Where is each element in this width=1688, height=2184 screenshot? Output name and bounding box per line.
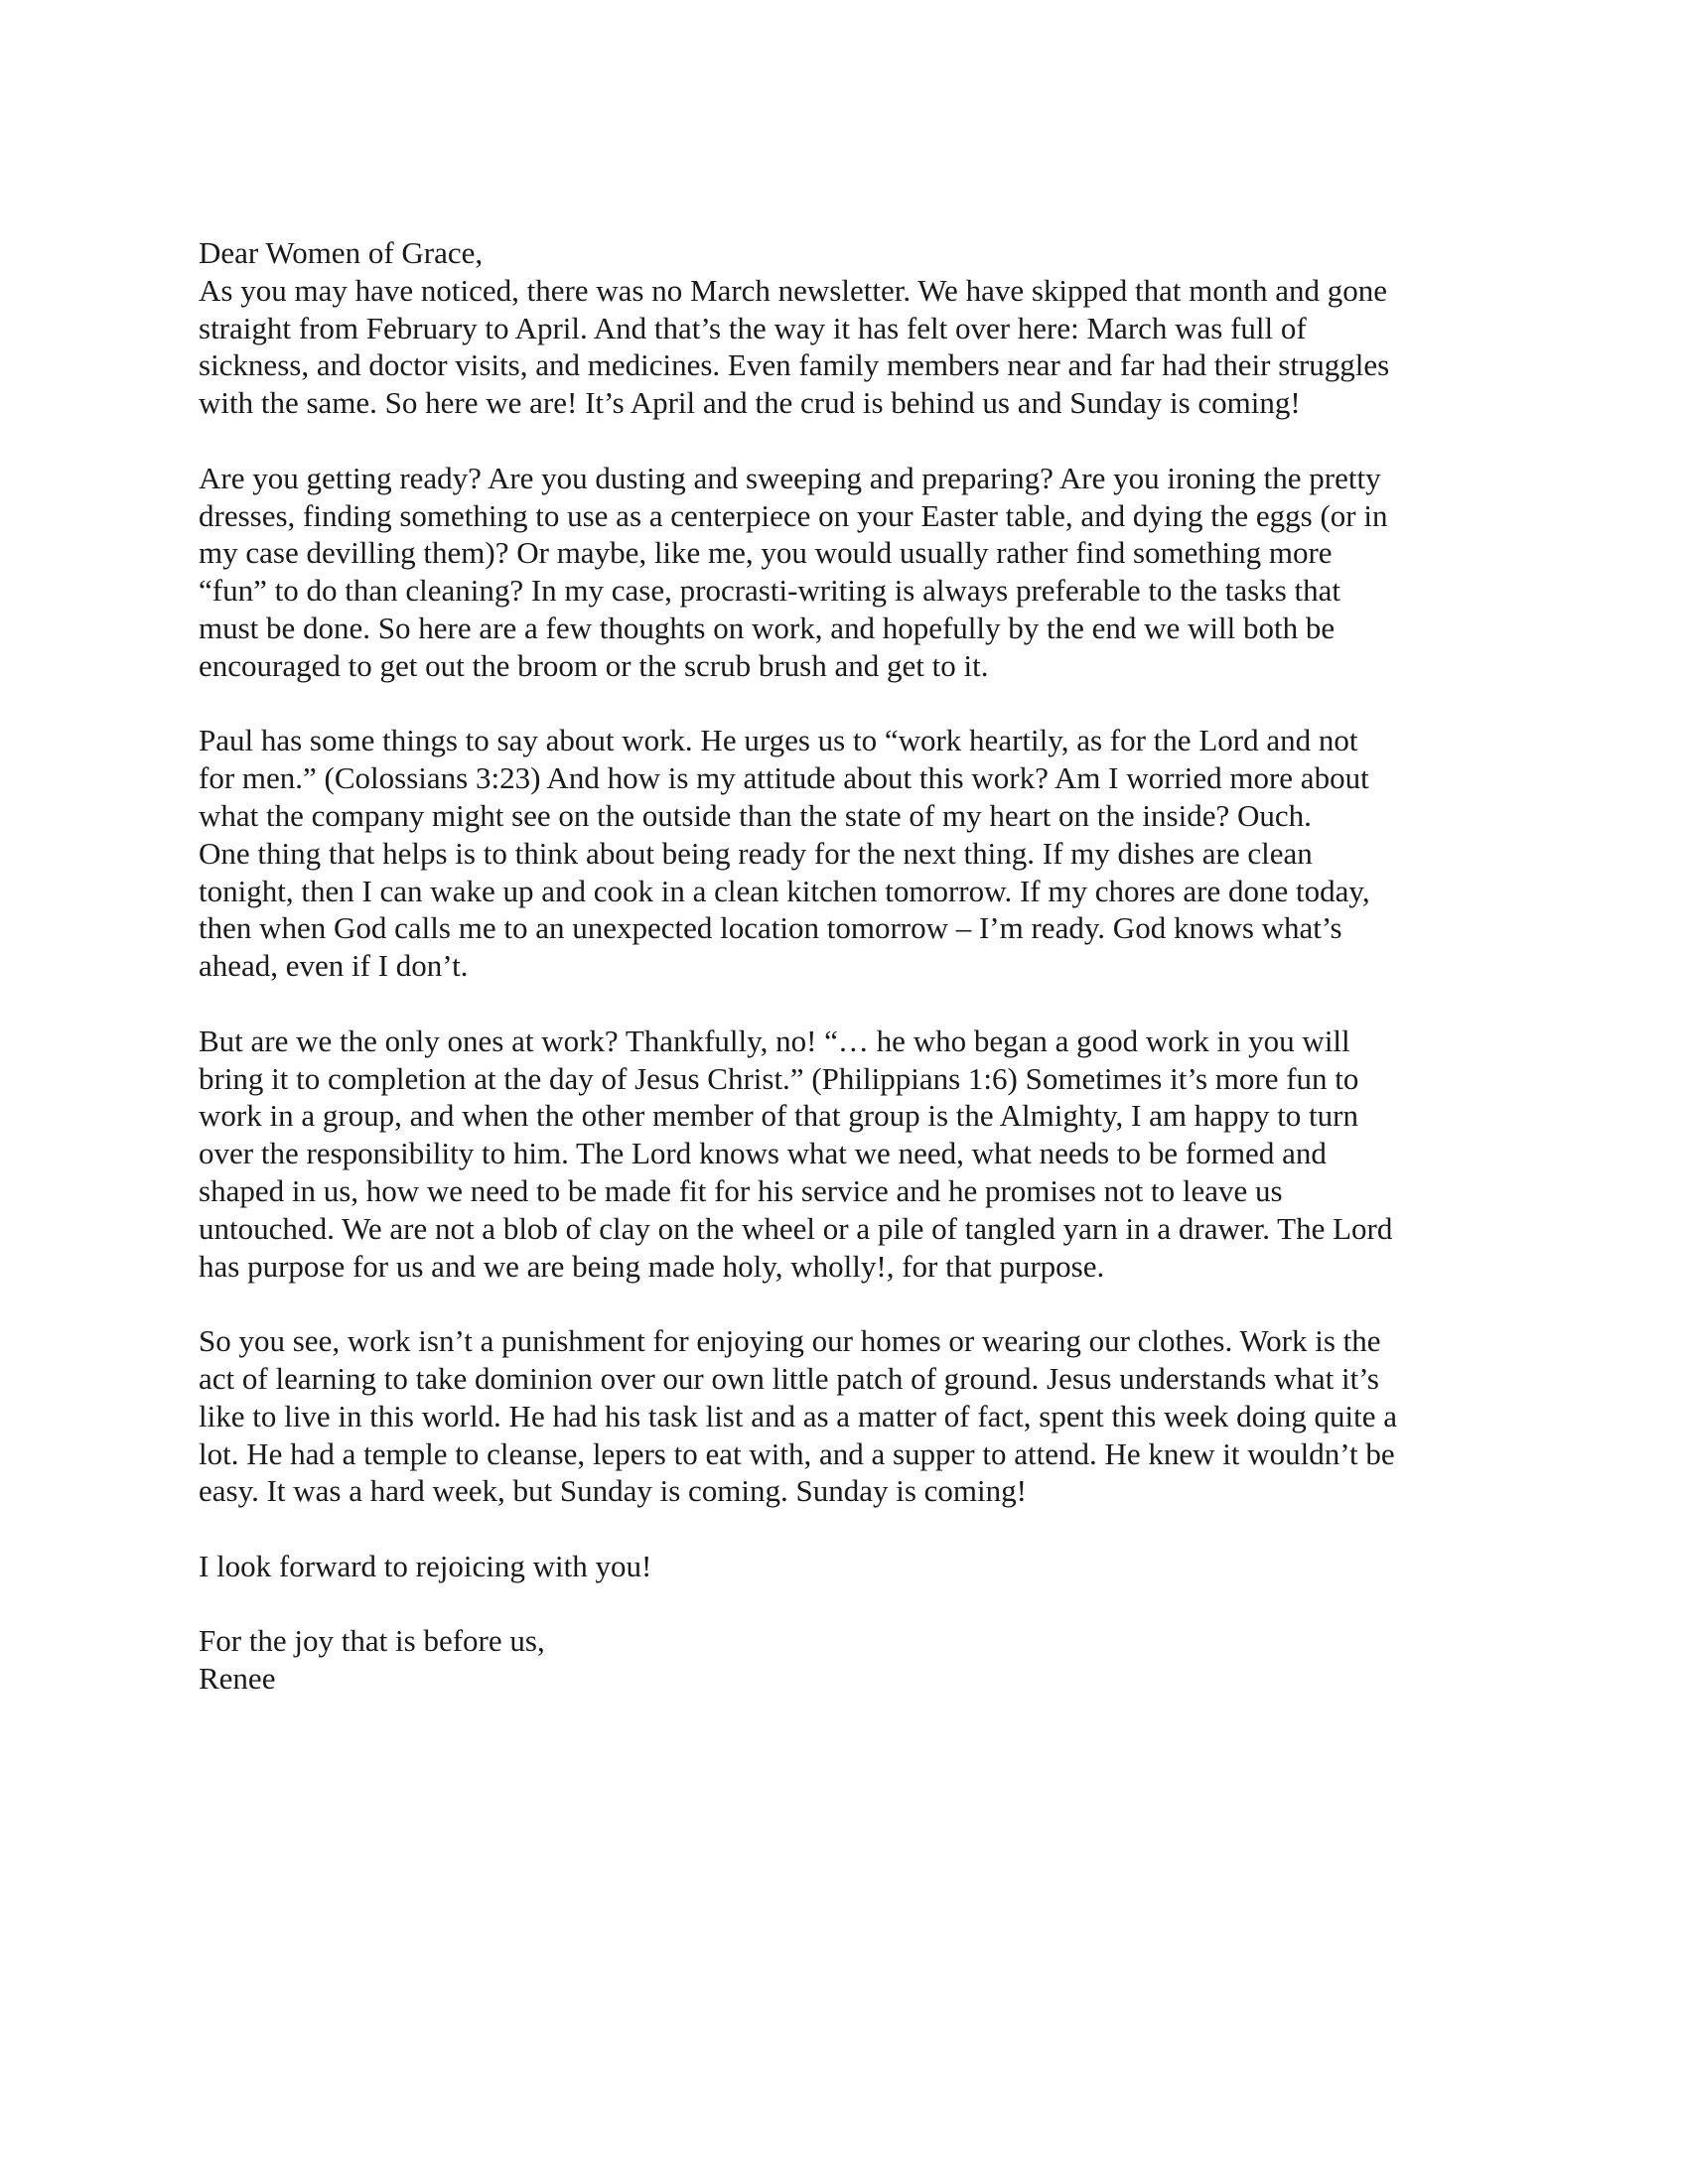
text-line: then when God calls me to an unexpected location tomorrow – I’m ready. God knows what’s [199, 910, 1342, 946]
text-line: bring it to completion at the day of Jesus Christ.” (Philippians 1:6) Sometimes it’s more fun to [199, 1060, 1359, 1096]
text-line: what the company might see on the outside than the state of my heart on the inside? Ouch. [199, 797, 1312, 833]
text-line: dresses, finding something to use as a centerpiece on your Easter table, and dying the eggs (or in [199, 497, 1388, 533]
text-line: Paul has some things to say about work. He urges us to “work heartily, as for the Lord and not [199, 723, 1358, 758]
text-line: ahead, even if I don’t. [199, 948, 469, 984]
text-line: One thing that helps is to think about being ready for the next thing. If my dishes are clean [199, 835, 1313, 871]
text-line: Are you getting ready? Are you dusting and sweeping and preparing? Are you ironing the pretty [199, 460, 1381, 495]
closing: For the joy that is before us, [199, 1623, 545, 1659]
paragraph-1 [199, 272, 1499, 422]
text-line: tonight, then I can wake up and cook in a clean kitchen tomorrow. If my chores are done today, [199, 873, 1370, 908]
paragraph-3 [199, 722, 1499, 985]
closing-block [199, 1622, 1499, 1698]
text-line: Dear Women of Grace, [199, 235, 484, 270]
signature: Renee [199, 1661, 276, 1697]
text-line: I look forward to rejoicing with you! [199, 1548, 652, 1583]
text-line: has purpose for us and we are being made holy, wholly!, for that purpose. [199, 1248, 1105, 1284]
salutation [199, 234, 1499, 272]
text-line: work in a group, and when the other member of that group is the Almighty, I am happy to turn [199, 1098, 1358, 1134]
paragraph-5 [199, 1322, 1499, 1510]
paragraph-2 [199, 460, 1499, 685]
text-line: for men.” (Colossians 3:23) And how is my attitude about this work? Am I worried more about [199, 760, 1369, 796]
paragraph-4 [199, 1023, 1499, 1286]
paragraph-6 [199, 1548, 1499, 1585]
letter-body [199, 234, 1499, 1698]
text-line: lot. He had a temple to cleanse, lepers to eat with, and a supper to attend. He knew it wouldn’t be [199, 1435, 1395, 1471]
text-line: But are we the only ones at work? Thankfully, no! “… he who began a good work in you will [199, 1023, 1350, 1058]
text-line: sickness, and doctor visits, and medicines. Even family members near and far had their struggles [199, 347, 1390, 383]
text-line: “fun” to do than cleaning? In my case, procrasti-writing is always preferable to the tasks that [199, 573, 1341, 609]
text-line: So you see, work isn’t a punishment for enjoying our homes or wearing our clothes. Work is the [199, 1323, 1381, 1359]
text-line: must be done. So here are a few thoughts on work, and hopefully by the end we will both be [199, 610, 1336, 645]
text-line: encouraged to get out the broom or the scrub brush and get to it. [199, 647, 989, 683]
text-line: like to live in this world. He had his task list and as a matter of fact, spent this week doing quite a [199, 1398, 1398, 1433]
text-line: shaped in us, how we need to be made fit for his service and he promises not to leave us [199, 1172, 1283, 1208]
text-line: over the responsibility to him. The Lord knows what we need, what needs to be formed and [199, 1136, 1327, 1171]
text-line: straight from February to April. And that’s the way it has felt over here: March was full of [199, 310, 1307, 345]
text-line: untouched. We are not a blob of clay on the wheel or a pile of tangled yarn in a drawer. The Lord [199, 1210, 1393, 1246]
text-line: with the same. So here we are! It’s April and the crud is behind us and Sunday is coming! [199, 385, 1301, 421]
text-line: easy. It was a hard week, but Sunday is coming. Sunday is coming! [199, 1473, 1027, 1509]
text-line: my case devilling them)? Or maybe, like me, you would usually rather find something more [199, 535, 1333, 571]
text-line: As you may have noticed, there was no March newsletter. We have skipped that month and gone [199, 272, 1387, 308]
text-line: act of learning to take dominion over our own little patch of ground. Jesus understands what it’s [199, 1360, 1379, 1396]
